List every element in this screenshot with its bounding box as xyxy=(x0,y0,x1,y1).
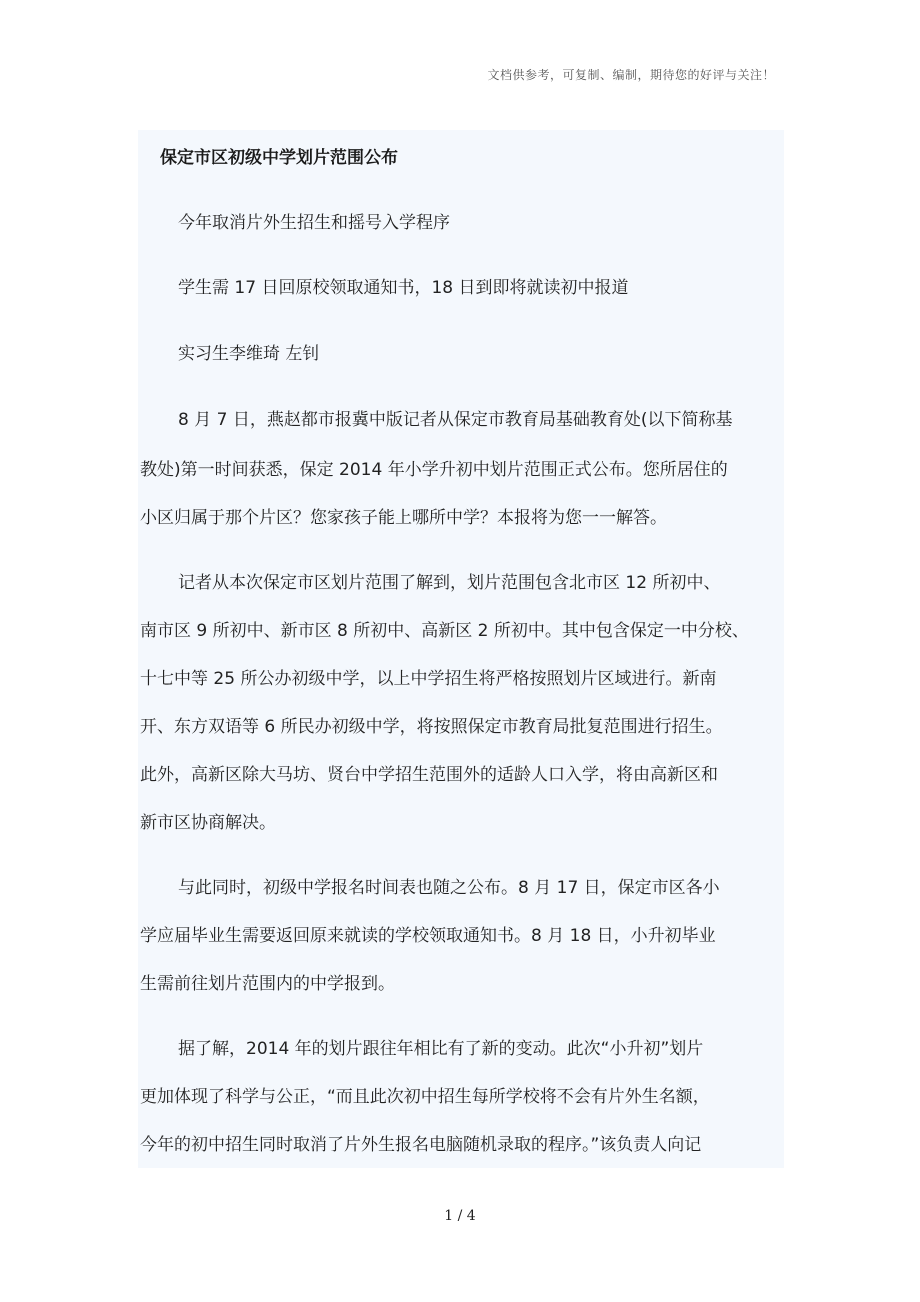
article-title: 保定市区初级中学划片范围公布 xyxy=(160,148,398,168)
paragraph-line: 十七中等 25 所公办初级中学，以上中学招生将严格按照划片区域进行。新南 xyxy=(140,669,717,689)
paragraph-line: 新市区协商解决。 xyxy=(140,813,276,833)
paragraph-line: 此外，高新区除大马坊、贤台中学招生范围外的适龄人口入学，将由高新区和 xyxy=(140,765,718,785)
paragraph-line: 与此同时，初级中学报名时间表也随之公布。8 月 17 日，保定市区各小 xyxy=(178,878,720,898)
article-subtitle: 学生需 17 日回原校领取通知书，18 日到即将就读初中报道 xyxy=(178,278,629,298)
paragraph-line: 小区归属于那个片区？您家孩子能上哪所中学？本报将为您一一解答。 xyxy=(140,508,667,528)
paragraph-line: 学应届毕业生需要返回原来就读的学校领取通知书。8 月 18 日，小升初毕业 xyxy=(140,926,716,946)
paragraph-line: 记者从本次保定市区划片范围了解到，划片范围包含北市区 12 所初中、 xyxy=(178,573,721,593)
paragraph-line: 更加体现了科学与公正，“而且此次初中招生每所学校将不会有片外生名额， xyxy=(140,1087,710,1107)
article-byline: 实习生李维琦 左钊 xyxy=(178,344,320,364)
article-subtitle: 今年取消片外生招生和摇号入学程序 xyxy=(178,213,450,233)
document-header-note: 文档供参考，可复制、编制，期待您的好评与关注！ xyxy=(487,68,775,82)
page-number: 1 / 4 xyxy=(444,1208,476,1224)
paragraph-line: 开、东方双语等 6 所民办初级中学，将按照保定市教育局批复范围进行招生。 xyxy=(140,717,723,737)
paragraph-line: 据了解，2014 年的划片跟往年相比有了新的变动。此次“小升初”划片 xyxy=(178,1039,704,1059)
paragraph-line: 8 月 7 日，燕赵都市报冀中版记者从保定市教育局基础教育处(以下简称基 xyxy=(178,410,733,430)
paragraph-line: 生需前往划片范围内的中学报到。 xyxy=(140,974,395,994)
paragraph-line: 教处)第一时间获悉，保定 2014 年小学升初中划片范围正式公布。您所居住的 xyxy=(140,460,728,480)
paragraph-line: 今年的初中招生同时取消了片外生报名电脑随机录取的程序。”该负责人向记 xyxy=(140,1135,702,1155)
paragraph-line: 南市区 9 所初中、新市区 8 所初中、高新区 2 所初中。其中包含保定一中分校、 xyxy=(140,621,749,641)
